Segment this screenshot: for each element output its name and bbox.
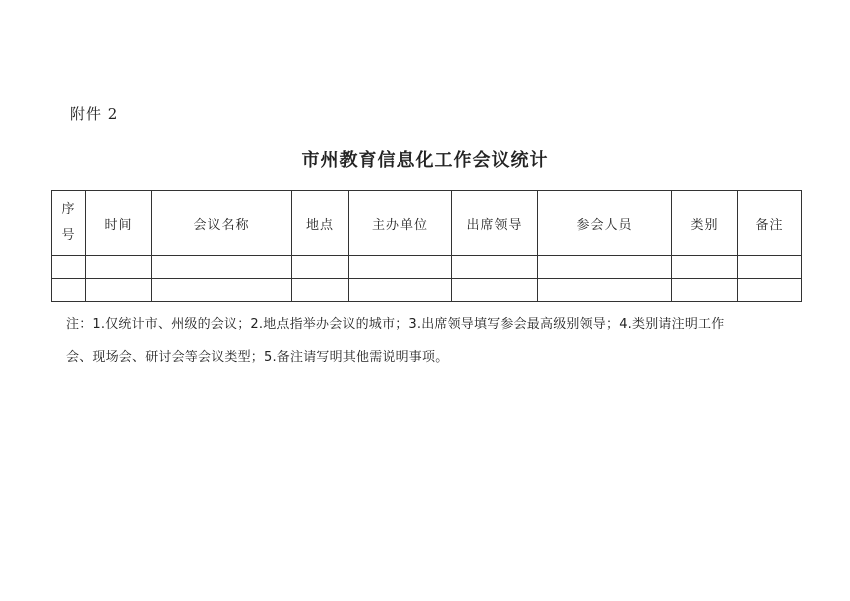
note-line-1: 注：1.仅统计市、州级的会议；2.地点指举办会议的城市；3.出席领导填写参会最高级别领导；4.类别请注明工作: [66, 317, 725, 332]
table-cell: [86, 279, 152, 302]
header-seq: [52, 191, 86, 256]
table-header-row: [52, 191, 802, 256]
header-participants: 参会人员: [538, 191, 672, 256]
table-notes: [66, 308, 796, 374]
header-seq-bottom: 号: [61, 228, 76, 243]
table-cell: [349, 279, 452, 302]
table-cell: [452, 279, 538, 302]
header-attending-leader: 出席领导: [452, 191, 538, 256]
header-category: 类别: [672, 191, 738, 256]
header-meeting-name: 会议名称: [152, 191, 292, 256]
document-title: 市州教育信息化工作会议统计: [301, 150, 549, 171]
header-remarks: 备注: [738, 191, 802, 256]
table-cell: [292, 279, 349, 302]
attachment-label: 附件 2: [70, 105, 119, 123]
table-cell: [672, 256, 738, 279]
table-cell: [152, 279, 292, 302]
header-time: 时间: [86, 191, 152, 256]
table-row: [52, 279, 802, 302]
table-row: [52, 256, 802, 279]
table-cell: [349, 256, 452, 279]
header-seq-top: 序: [61, 202, 76, 217]
table-cell: [152, 256, 292, 279]
table-cell: [86, 256, 152, 279]
table-cell: [452, 256, 538, 279]
note-line-2: 会、现场会、研讨会等会议类型；5.备注请写明其他需说明事项。: [66, 350, 449, 365]
table-cell: [52, 279, 86, 302]
table-cell: [738, 256, 802, 279]
table-cell: [738, 279, 802, 302]
header-location: 地点: [292, 191, 349, 256]
table-cell: [292, 256, 349, 279]
table-cell: [52, 256, 86, 279]
table-cell: [672, 279, 738, 302]
header-organizer: 主办单位: [349, 191, 452, 256]
table-cell: [538, 279, 672, 302]
table-cell: [538, 256, 672, 279]
meeting-statistics-table: [51, 190, 802, 302]
